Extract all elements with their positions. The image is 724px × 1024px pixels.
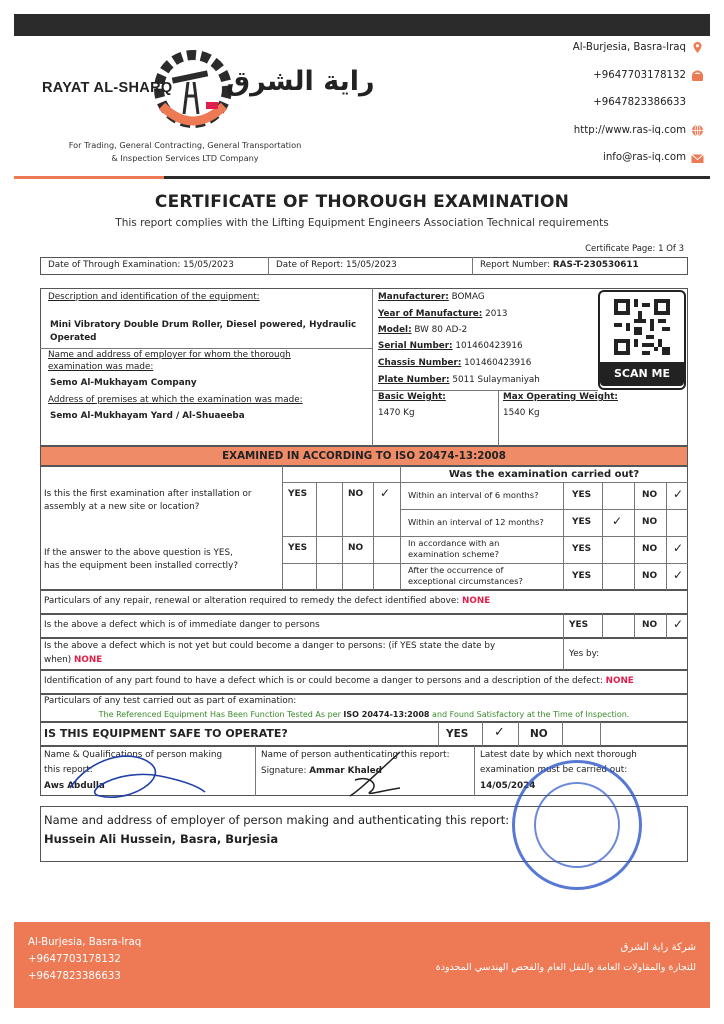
interval-6-label: Within an interval of 6 months? xyxy=(408,490,539,500)
email-icon xyxy=(691,152,704,165)
location-pin-icon xyxy=(691,41,704,54)
next-exam-label-2: examination must be carried out: xyxy=(480,765,628,775)
exc-line1: After the occurrence of xyxy=(408,565,504,575)
desc-label: Description and identification of the equipment: xyxy=(48,292,260,302)
identification-label: Identification of any part found to have a defect which is or could become a danger to persons and a description of the defect: NONE xyxy=(44,676,634,686)
q2-yes-label: YES xyxy=(288,543,308,553)
immediate-no-label: NO xyxy=(642,620,658,630)
max-weight-value: 1540 Kg xyxy=(503,408,540,418)
scheme-yes-label: YES xyxy=(572,544,592,554)
carried-out-header: Was the examination carried out? xyxy=(448,469,640,480)
q2-no-label: NO xyxy=(348,543,364,553)
q1-line2: assembly at a new site or location? xyxy=(44,502,200,512)
header-divider-accent xyxy=(14,176,164,179)
future-danger-label-2: when) NONE xyxy=(44,655,103,665)
globe-icon xyxy=(691,124,704,137)
desc-line2: Operated xyxy=(50,333,97,343)
top-bar xyxy=(14,14,710,36)
test-label: Particulars of any test carried out as part of examination: xyxy=(44,696,297,706)
int12-yes-check: ✓ xyxy=(612,514,623,528)
plate-number: Plate Number: 5011 Sulaymaniyah xyxy=(378,375,540,385)
manufacturer: Manufacturer: BOMAG xyxy=(378,292,485,302)
immediate-danger-label: Is the above a defect which is of immediate danger to persons xyxy=(44,620,320,630)
exc-no-label: NO xyxy=(642,571,658,581)
date-report: Date of Report: 15/05/2023 xyxy=(276,260,397,270)
basic-weight-value: 1470 Kg xyxy=(378,408,415,418)
header-address: Al-Burjesia, Basra-Iraq xyxy=(572,42,686,53)
date-exam: Date of Through Examination: 15/05/2023 xyxy=(48,260,234,270)
q1-no-check: ✓ xyxy=(380,486,391,500)
maker-label-1: Name & Qualifications of person making xyxy=(44,750,223,760)
q2-line2: has the equipment been installed correctly? xyxy=(44,561,239,571)
interval-12-label: Within an interval of 12 months? xyxy=(408,517,544,527)
certificate-page-number: Certificate Page: 1 Of 3 xyxy=(585,244,684,254)
q1-no-label: NO xyxy=(348,489,364,499)
header-email[interactable]: info@ras-iq.com xyxy=(602,152,686,163)
int6-yes-label: YES xyxy=(572,490,592,500)
test-result: The Referenced Equipment Has Been Function Tested As per ISO 20474-13:2008 and Found Satisfactory at the Time of Inspection. xyxy=(98,710,630,719)
int6-no-check: ✓ xyxy=(673,487,684,501)
safe-label: IS THIS EQUIPMENT SAFE TO OPERATE? xyxy=(44,727,288,740)
phone-icon xyxy=(691,69,704,82)
q2-line1: If the answer to the above question is YES, xyxy=(44,548,233,558)
safe-no-label: NO xyxy=(530,728,548,740)
qr-code-icon[interactable] xyxy=(614,299,670,355)
exc-no-check: ✓ xyxy=(673,568,684,582)
next-exam-date: 14/05/2024 xyxy=(480,781,536,791)
footer-arabic-line1: شركة راية الشرق xyxy=(620,942,696,953)
employer-value: Semo Al-Mukhayam Company xyxy=(50,378,197,388)
immediate-yes-label: YES xyxy=(569,620,589,630)
employer-label: Name and address of employer of person making and authenticating this report: xyxy=(44,813,510,827)
report-number: Report Number: RAS-T-230530611 xyxy=(480,260,639,270)
next-exam-label-1: Latest date by which next thorough xyxy=(480,750,637,760)
iso-banner-text: EXAMINED IN ACCORDING TO ISO 20474-13:2008 xyxy=(222,450,506,462)
exc-yes-label: YES xyxy=(572,571,592,581)
immediate-no-check: ✓ xyxy=(673,617,684,631)
header-phone1[interactable]: +9647703178132 xyxy=(593,70,686,81)
future-danger-label-1: Is the above a defect which is not yet but could become a danger to persons: (if YES state the date by xyxy=(44,641,496,651)
company-name: RAYAT AL-SHARQ xyxy=(42,80,173,96)
employer-label-1: Name and address of employer for whom the thorough xyxy=(48,350,291,360)
safe-yes-check: ✓ xyxy=(494,725,505,740)
max-weight-label: Max Operating Weight: xyxy=(503,392,618,402)
header-phone2[interactable]: +9647823386633 xyxy=(593,97,686,108)
premises-value: Semo Al-Mukhayam Yard / Al-Shuaeeba xyxy=(50,411,245,421)
q1-yes-label: YES xyxy=(288,489,308,499)
footer-phone2[interactable]: +9647823386633 xyxy=(28,971,121,982)
signature-auth-icon xyxy=(340,750,420,800)
header-website[interactable]: http://www.ras-iq.com xyxy=(573,125,686,136)
scheme-line1: In accordance with an xyxy=(408,538,500,548)
model: Model: BW 80 AD-2 xyxy=(378,325,468,335)
auth-label: Name of person authenticating this report: xyxy=(261,750,450,760)
premises-label: Address of premises at which the examination was made: xyxy=(48,395,303,405)
auth-signature: Signature: Ammar Khaled xyxy=(261,766,382,776)
document-title: CERTIFICATE OF THOROUGH EXAMINATION xyxy=(154,192,570,212)
scheme-line2: examination scheme? xyxy=(408,549,500,559)
q1-line1: Is this the first examination after installation or xyxy=(44,489,252,499)
company-stamp-inner xyxy=(534,782,620,868)
maker-label-2: this report: xyxy=(44,765,93,775)
int6-no-label: NO xyxy=(642,490,658,500)
desc-line1: Mini Vibratory Double Drum Roller, Diesel powered, Hydraulic xyxy=(50,320,357,330)
scan-me-label: SCAN ME xyxy=(613,367,670,380)
company-name-arabic: راية الشرق xyxy=(226,66,375,97)
basic-weight-label: Basic Weight: xyxy=(378,392,446,402)
exc-line2: exceptional circumstances? xyxy=(408,576,523,586)
signature-maker-icon xyxy=(60,748,210,808)
chassis-number: Chassis Number: 101460423916 xyxy=(378,358,532,368)
scheme-no-check: ✓ xyxy=(673,541,684,555)
int12-no-label: NO xyxy=(642,517,658,527)
repair-label: Particulars of any repair, renewal or alteration required to remedy the defect identified above: NONE xyxy=(44,596,491,606)
maker-name: Aws Abdulla xyxy=(44,781,105,791)
footer-address: Al-Burjesia, Basra-Iraq xyxy=(28,937,142,948)
year-of-manufacture: Year of Manufacture: 2013 xyxy=(378,309,508,319)
document-subtitle: This report complies with the Lifting Equipment Engineers Association Technical requirements xyxy=(115,217,609,229)
scheme-no-label: NO xyxy=(642,544,658,554)
safe-yes-label: YES xyxy=(446,728,469,740)
int12-yes-label: YES xyxy=(572,517,592,527)
yes-by-label: Yes by: xyxy=(569,649,600,659)
footer-phone1[interactable]: +9647703178132 xyxy=(28,954,121,965)
employer-label-2: examination was made: xyxy=(48,362,154,372)
company-tagline: For Trading, General Contracting, General Transportation & Inspection Services LTD Company xyxy=(68,140,302,163)
serial-number: Serial Number: 101460423916 xyxy=(378,341,523,351)
footer-arabic-line2: للتجارة والمقاولات العامة والنقل العام والفحص الهندسي المحدودة xyxy=(435,962,696,973)
employer-value: Hussein Ali Hussein, Basra, Burjesia xyxy=(44,832,279,846)
